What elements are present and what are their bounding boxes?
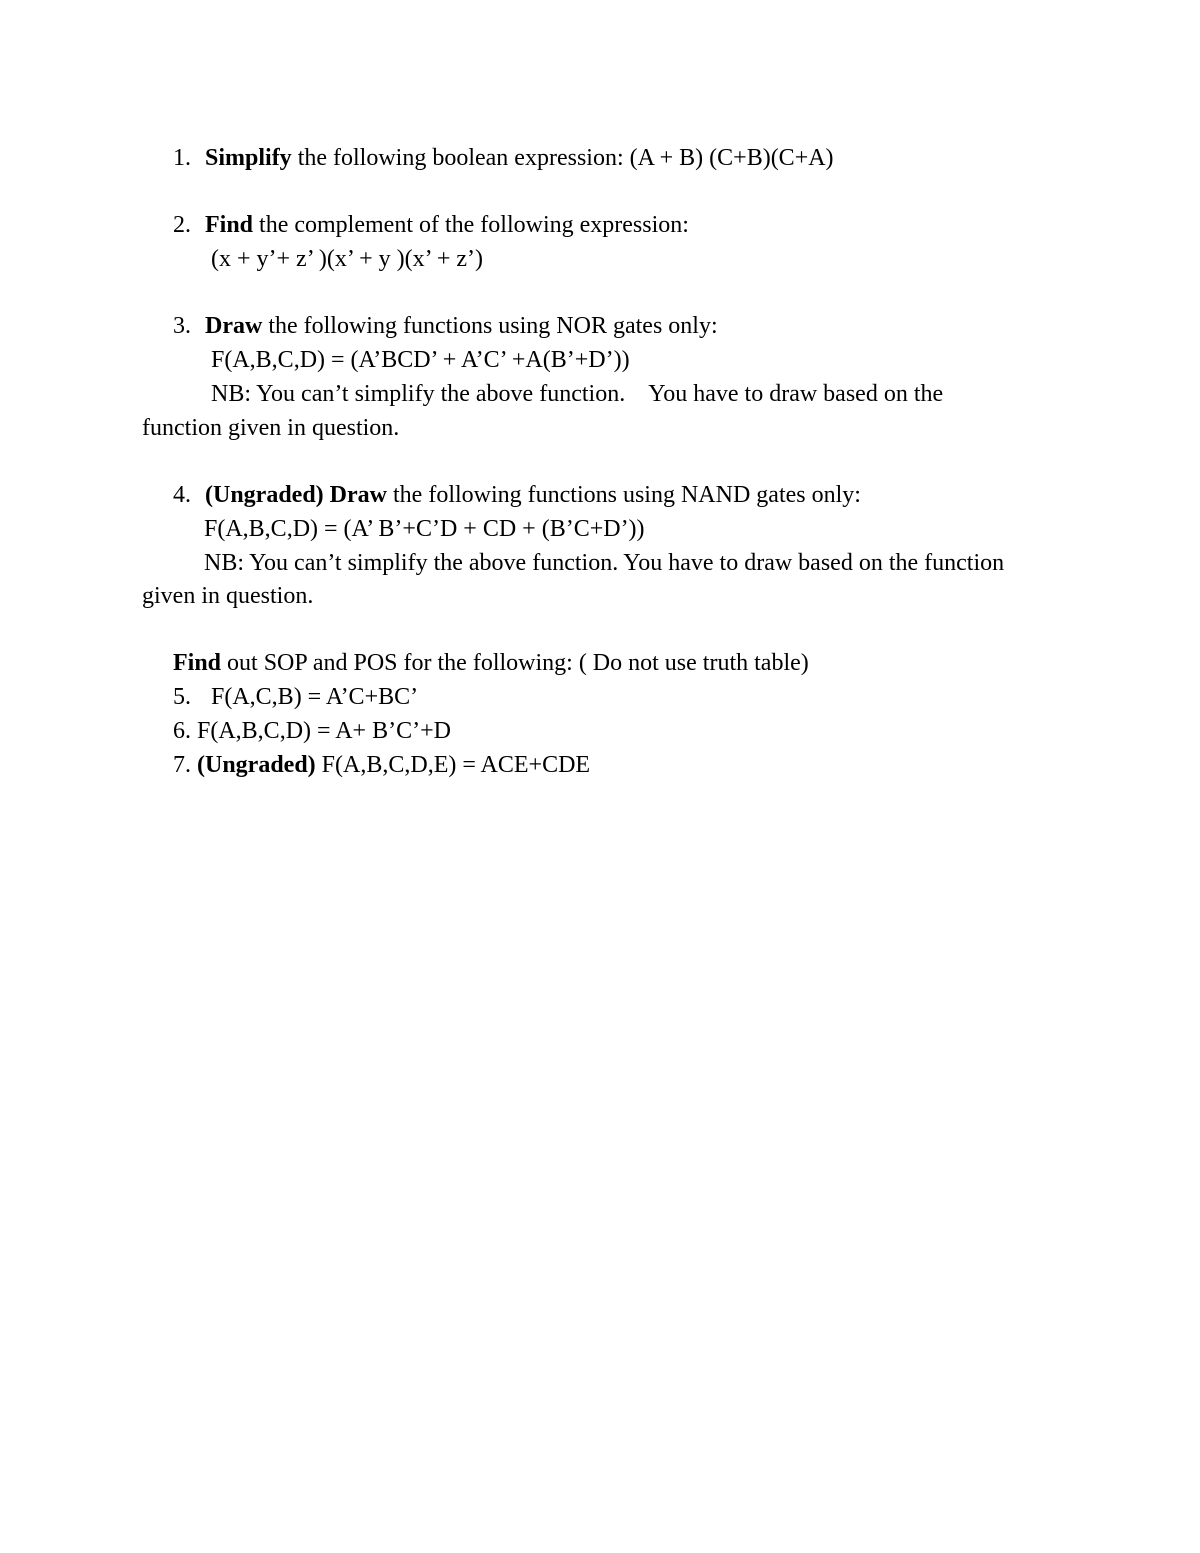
question-2 bbox=[173, 210, 689, 240]
question-7-ungraded-label: (Ungraded) bbox=[197, 752, 316, 778]
sop-pos-text: out SOP and POS for the following: ( Do not use truth table) bbox=[221, 650, 809, 676]
question-4-text: the following functions using NAND gates only: bbox=[387, 482, 861, 508]
question-4-number: 4. bbox=[173, 482, 191, 508]
sop-pos-heading bbox=[173, 648, 809, 678]
question-7 bbox=[173, 750, 590, 780]
question-1-number: 1. bbox=[173, 145, 191, 171]
question-3 bbox=[173, 311, 718, 341]
question-5-expression: F(A,C,B) = A’C+BC’ bbox=[211, 684, 419, 710]
question-1-keyword: Simplify bbox=[205, 145, 292, 171]
question-3-text: the following functions using NOR gates only: bbox=[262, 313, 718, 339]
question-6: 6. F(A,B,C,D) = A+ B’C’+D bbox=[173, 718, 451, 744]
question-4-keyword: Draw bbox=[329, 482, 387, 508]
question-5 bbox=[173, 682, 418, 712]
question-7-expression: F(A,B,C,D,E) = ACE+CDE bbox=[321, 752, 591, 778]
question-4-note-line-1: NB: You can’t simplify the above function. You have to draw based on the function bbox=[204, 550, 1005, 576]
question-5-number: 5. bbox=[173, 684, 191, 710]
question-2-expression: (x + y’+ z’ )(x’ + y )(x’ + z’) bbox=[211, 246, 484, 272]
sop-pos-keyword: Find bbox=[173, 650, 222, 676]
question-4-ungraded-label: (Ungraded) bbox=[205, 482, 324, 508]
question-2-number: 2. bbox=[173, 212, 191, 238]
question-1-text: the following boolean expression: (A + B) (C+B)(C+A) bbox=[291, 145, 834, 171]
question-3-keyword: Draw bbox=[205, 313, 263, 339]
question-2-keyword: Find bbox=[205, 212, 254, 238]
question-3-number: 3. bbox=[173, 313, 191, 339]
question-4-expression: F(A,B,C,D) = (A’ B’+C’D + CD + (B’C+D’)) bbox=[204, 516, 645, 542]
question-1 bbox=[173, 143, 834, 173]
question-2-text: the complement of the following expression: bbox=[253, 212, 689, 238]
question-3-note-line-1: NB: You can’t simplify the above function. You have to draw based on the bbox=[211, 381, 944, 407]
question-7-number: 7. bbox=[173, 752, 191, 778]
question-3-note-line-2: function given in question. bbox=[142, 415, 400, 441]
question-4-note-line-2: given in question. bbox=[142, 583, 314, 609]
question-3-expression: F(A,B,C,D) = (A’BCD’ + A’C’ +A(B’+D’)) bbox=[211, 347, 630, 373]
question-4 bbox=[173, 480, 861, 510]
